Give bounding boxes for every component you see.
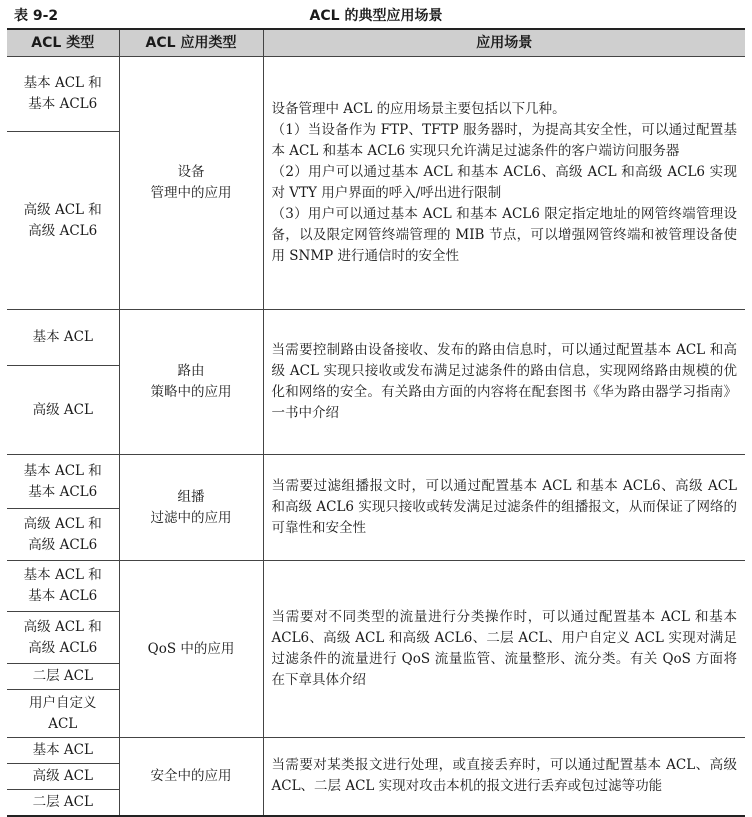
table-row — [7, 455, 745, 509]
app-type-cell: 设备 管理中的应用 — [119, 57, 263, 310]
app-type-cell: 路由 策略中的应用 — [119, 310, 263, 455]
acl-type-cell: 用户自定义 ACL — [7, 690, 119, 738]
acl-type-cell: 基本 ACL 和 基本 ACL6 — [7, 561, 119, 612]
scenario-cell — [263, 738, 745, 816]
scenario-paragraph: 当需要对某类报文进行处理，或直接丢弃时，可以通过配置基本 ACL、高级 ACL、二层 ACL 实现对攻击本机的报文进行丢弃或包过滤等功能 — [271, 757, 737, 795]
acl-type-cell: 二层 ACL — [7, 790, 119, 816]
header-row — [7, 29, 745, 57]
table-row — [7, 310, 745, 366]
acl-type-cell: 高级 ACL 和 高级 ACL6 — [7, 132, 119, 310]
scenario-cell — [263, 310, 745, 455]
scenario-cell — [263, 57, 745, 310]
table-row — [7, 561, 745, 612]
acl-type-cell: 基本 ACL 和 基本 ACL6 — [7, 57, 119, 132]
acl-scenarios-table — [7, 28, 745, 817]
header-acl-type: ACL 类型 — [7, 29, 119, 57]
app-type-cell: QoS 中的应用 — [119, 561, 263, 738]
scenario-cell — [263, 455, 745, 561]
acl-type-cell: 高级 ACL — [7, 764, 119, 790]
table-caption — [0, 0, 752, 28]
acl-type-cell: 基本 ACL — [7, 738, 119, 764]
scenario-paragraph: 当需要对不同类型的流量进行分类操作时，可以通过配置基本 ACL 和基本 ACL6、高级 ACL 和高级 ACL6、二层 ACL、用户自定义 ACL 实现对满足过滤条件的流量进行 QoS 流量监管、流量整形、流分类。有关 QoS 方面将在下章具体介绍 — [271, 609, 737, 688]
acl-type-cell: 高级 ACL 和 高级 ACL6 — [7, 612, 119, 664]
scenario-paragraph: （1）当设备作为 FTP、TFTP 服务器时，为提高其安全性，可以通过配置基本 ACL 和基本 ACL6 实现只允许满足过滤条件的客户端访问服务器 — [271, 122, 737, 159]
header-app-type: ACL 应用类型 — [119, 29, 263, 57]
scenario-paragraph: 当需要控制路由设备接收、发布的路由信息时，可以通过配置基本 ACL 和高级 ACL 实现只接收或发布满足过滤条件的路由信息，实现网络路由规模的优化和网络的安全。有关路由方面的内容将在配套图书《华为路由器学习指南》一书中介绍 — [271, 342, 737, 421]
acl-type-cell: 高级 ACL 和 高级 ACL6 — [7, 509, 119, 561]
table-row — [7, 738, 745, 764]
scenario-paragraph: （2）用户可以通过基本 ACL 和基本 ACL6、高级 ACL 和高级 ACL6 实现对 VTY 用户界面的呼入/呼出进行限制 — [271, 164, 737, 201]
table-row — [7, 57, 745, 132]
scenario-paragraph: 当需要过滤组播报文时，可以通过配置基本 ACL 和基本 ACL6、高级 ACL 和高级 ACL6 实现只接收或转发满足过滤条件的组播报文，从而保证了网络的可靠性和安全性 — [271, 478, 737, 536]
scenario-paragraph: （3）用户可以通过基本 ACL 和基本 ACL6 限定指定地址的网管终端管理设备，以及限定网管终端管理的 MIB 节点，可以增强网管终端和被管理设备使用 SNMP 进行通信时的安全性 — [271, 206, 737, 264]
acl-type-cell: 基本 ACL — [7, 310, 119, 366]
app-type-cell: 安全中的应用 — [119, 738, 263, 816]
table-title: ACL 的典型应用场景 — [309, 8, 443, 24]
table-number: 表 9-2 — [14, 8, 59, 24]
scenario-cell — [263, 561, 745, 738]
acl-type-cell: 高级 ACL — [7, 366, 119, 455]
acl-type-cell: 基本 ACL 和 基本 ACL6 — [7, 455, 119, 509]
app-type-cell: 组播 过滤中的应用 — [119, 455, 263, 561]
header-scenario: 应用场景 — [263, 29, 745, 57]
acl-type-cell: 二层 ACL — [7, 664, 119, 690]
scenario-paragraph: 设备管理中 ACL 的应用场景主要包括以下几种。 — [271, 101, 566, 117]
